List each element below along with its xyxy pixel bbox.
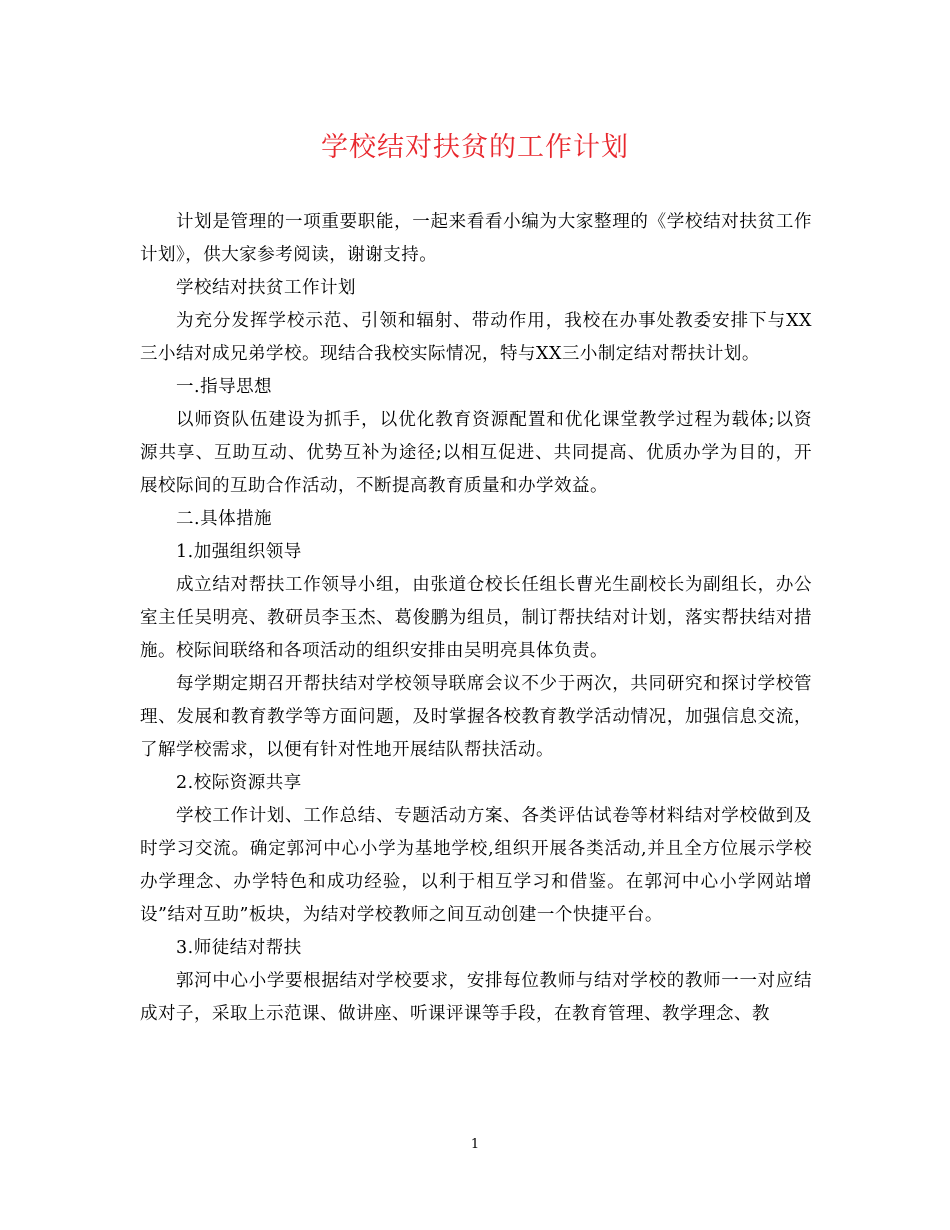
page-number: 1 [470, 1137, 480, 1152]
paragraph-resource-sharing: 学校工作计划、工作总结、专题活动方案、各类评估试卷等材料结对学校做到及时学习交流。确定郭河中心小学为基地学校,组织开展各类活动,并且全方位展示学校办学理念、办学特色和成功经验，以利于相互学习和借鉴。在郭河中心小学网站增设”结对互助”板块，为结对学校教师之间互动创建一个快捷平台。 [140, 806, 812, 925]
paragraph-leadership-group: 成立结对帮扶工作领导小组，由张道仓校长任组长曹光生副校长为副组长，办公室主任吴明亮、教研员李玉杰、葛俊鹏为组员，制订帮扶结对计划，落实帮扶结对措施。校际间联络和各项活动的组织安排由吴明亮具体负责。 [140, 575, 812, 661]
paragraph-joint-meetings: 每学期定期召开帮扶结对学校领导联席会议不少于两次，共同研究和探讨学校管理、发展和教育教学等方面问题，及时掌握各校教育教学活动情况，加强信息交流，了解学校需求，以便有针对性地开展结队帮扶活动。 [140, 674, 812, 760]
paragraph-purpose: 为充分发挥学校示范、引领和辐射、带动作用，我校在办事处教委安排下与XX三小结对成兄弟学校。现结合我校实际情况，特与XX三小制定结对帮扶计划。 [140, 311, 812, 364]
document-body [140, 206, 812, 1031]
subheading-resource-sharing: 2.校际资源共享 [176, 773, 302, 793]
paragraph-subtitle: 学校结对扶贫工作计划 [176, 278, 356, 298]
section-heading-measures: 二.具体措施 [176, 509, 273, 529]
paragraph-mentoring: 郭河中心小学要根据结对学校要求，安排每位教师与结对学校的教师一一对应结成对子，采取上示范课、做讲座、听课评课等手段，在教育管理、教学理念、教 [140, 971, 812, 1024]
document-title: 学校结对扶贫的工作计划 [321, 132, 629, 163]
section-heading-guiding-thought: 一.指导思想 [176, 377, 273, 397]
paragraph-guiding-thought: 以师资队伍建设为抓手，以优化教育资源配置和优化课堂教学过程为载体;以资源共享、互助互动、优势互补为途径;以相互促进、共同提高、优质办学为目的，开展校际间的互助合作活动，不断提高教育质量和办学效益。 [140, 410, 812, 496]
subheading-organization: 1.加强组织领导 [176, 542, 302, 562]
paragraph-intro: 计划是管理的一项重要职能，一起来看看小编为大家整理的《学校结对扶贫工作计划》，供大家参考阅读，谢谢支持。 [140, 212, 812, 265]
subheading-mentoring: 3.师徒结对帮扶 [176, 938, 302, 958]
